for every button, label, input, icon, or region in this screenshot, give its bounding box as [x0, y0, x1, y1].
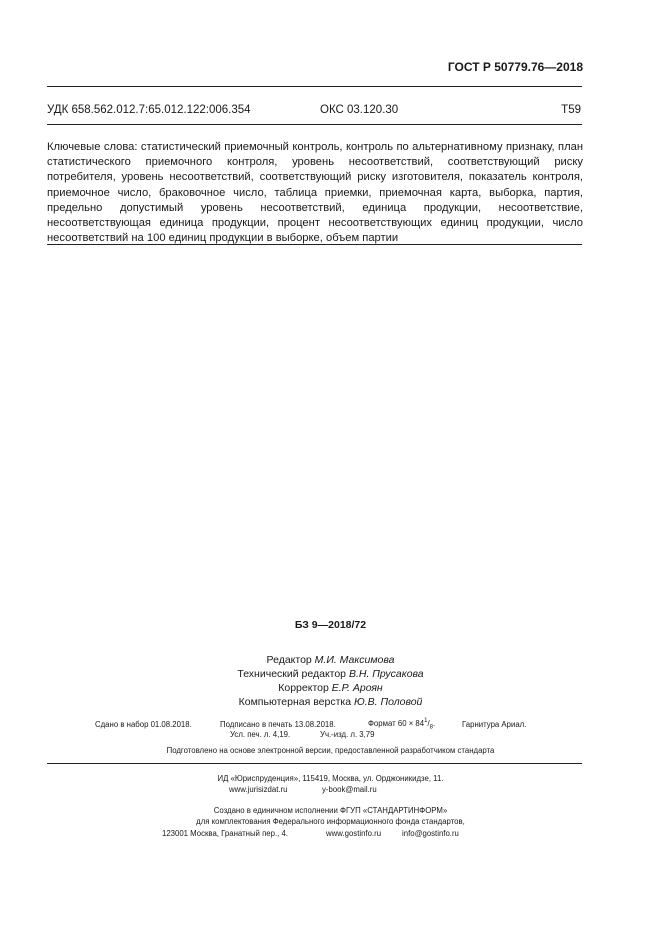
credit-editor	[0, 653, 661, 667]
credit-corrector	[0, 681, 661, 695]
standard-number: ГОСТ Р 50779.76—2018	[447, 60, 583, 74]
format-text: Формат 60 × 84	[368, 719, 425, 728]
created-line1: Создано в единичном исполнении ФГУП «СТАНДАРТИНФОРМ»	[213, 806, 448, 815]
created-address: 123001 Москва, Гранатный пер., 4.	[162, 829, 288, 838]
credit-role: Компьютерная верстка	[238, 696, 352, 708]
credit-role: Технический редактор	[237, 668, 347, 680]
credit-role: Редактор	[266, 654, 312, 666]
format-sub: 8	[429, 724, 433, 731]
credits-block	[0, 653, 661, 709]
credit-name: М.И. Максимова	[314, 654, 395, 666]
created-site: www.gostinfo.ru	[326, 829, 382, 838]
imprint-printed-sheets: Усл. печ. л. 4,19.	[230, 730, 291, 739]
keywords-paragraph: Ключевые слова: статистический приемочный контроль, контроль по альтернативному признаку, план статистического приемочного контроля, уровень несоответствий, соответствующий риску потребителя, уровень несоответствий, соответствующий риску изготовителя, показатель контроля, приемочное число, браковочное число, таблица приемки, приемочная карта, выборка, партия, предельно допустимый уровень несоответствий, единица продукции, несоответствие, несоответствующая единица продукции, процент несоответствующих единиц продукции, число несоответствий на 100 единиц продукции в выборке, объем партии	[47, 141, 583, 245]
created-line2: для комплектования Федерального информационного фонда стандартов,	[196, 817, 465, 826]
created-email: info@gostinfo.ru	[402, 829, 459, 838]
imprint-format: Формат $60 \times 84^1/_8$.	[368, 718, 436, 731]
udk-code: УДК 658.562.012.7:65.012.122:006.354	[47, 104, 251, 116]
credit-name: Ю.В. Половой	[353, 696, 423, 708]
divider-imprint	[47, 763, 582, 764]
imprint-typeface: Гарнитура Ариал.	[462, 720, 527, 729]
credit-name: Е.Р. Ароян	[331, 682, 383, 694]
publisher-line: ИД «Юриспруденция», 115419, Москва, ул. Орджоникидзе, 11.	[217, 774, 444, 783]
bz-number: БЗ 9—2018/72	[294, 619, 367, 631]
classification-code: Т59	[561, 104, 581, 116]
publisher-email: y-book@mail.ru	[322, 785, 377, 794]
divider-udk	[47, 124, 582, 125]
credit-layout	[0, 695, 661, 709]
credit-tech-editor	[0, 667, 661, 681]
format-sup: 1	[424, 718, 428, 724]
divider-keywords	[47, 244, 582, 245]
credit-role: Корректор	[278, 682, 329, 694]
divider-top	[47, 86, 582, 87]
imprint-prepared: Подготовлено на основе электронной версии, предоставленной разработчиком стандарта	[166, 746, 495, 755]
oks-code: ОКС 03.120.30	[320, 104, 399, 116]
credit-name: В.Н. Прусакова	[348, 668, 424, 680]
publisher-site: www.jurisizdat.ru	[229, 785, 288, 794]
imprint-submitted: Сдано в набор 01.08.2018.	[95, 720, 192, 729]
imprint-signed: Подписано в печать 13.08.2018.	[220, 720, 336, 729]
imprint-publisher-sheets: Уч.-изд. л. 3,79	[320, 730, 375, 739]
